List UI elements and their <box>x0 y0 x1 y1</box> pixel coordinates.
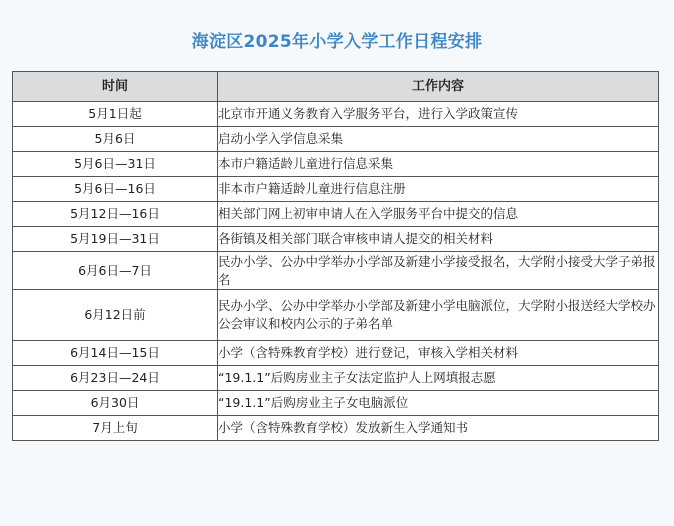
table-row <box>13 177 659 202</box>
table-row <box>13 152 659 177</box>
row-time: 6月23日—24日 <box>13 366 218 391</box>
page-title: 海淀区2025年小学入学工作日程安排 <box>191 32 483 52</box>
table-row <box>13 366 659 391</box>
row-time: 6月30日 <box>13 391 218 416</box>
table-row <box>13 391 659 416</box>
row-content: 本市户籍适龄儿童进行信息采集 <box>218 152 659 177</box>
table-row <box>13 227 659 252</box>
row-content: “19.1.1”后购房业主子女电脑派位 <box>218 391 659 416</box>
table-row <box>13 341 659 366</box>
schedule-table <box>12 71 659 441</box>
row-time: 5月6日—31日 <box>13 152 218 177</box>
row-content: 北京市开通义务教育入学服务平台，进行入学政策宣传 <box>218 102 659 127</box>
header-time: 时间 <box>13 72 218 102</box>
row-time: 5月6日—16日 <box>13 177 218 202</box>
row-time: 5月6日 <box>13 127 218 152</box>
row-time: 5月12日—16日 <box>13 202 218 227</box>
table-row <box>13 290 659 341</box>
row-content: 各街镇及相关部门联合审核申请人提交的相关材料 <box>218 227 659 252</box>
row-content: 民办小学、公办中学举办小学部及新建小学接受报名，大学附小接受大学子弟报名 <box>218 252 659 290</box>
table-row <box>13 202 659 227</box>
row-content: 启动小学入学信息采集 <box>218 127 659 152</box>
row-content: 小学（含特殊教育学校）发放新生入学通知书 <box>218 416 659 441</box>
header-content: 工作内容 <box>218 72 659 102</box>
table-row <box>13 102 659 127</box>
table-header-row <box>13 72 659 102</box>
row-time: 7月上旬 <box>13 416 218 441</box>
table-row <box>13 416 659 441</box>
table-row <box>13 127 659 152</box>
table-row <box>13 252 659 290</box>
row-content: 民办小学、公办中学举办小学部及新建小学电脑派位，大学附小报送经大学校办公会审议和校内公示的子弟名单 <box>218 290 659 341</box>
row-content: 非本市户籍适龄儿童进行信息注册 <box>218 177 659 202</box>
row-time: 6月12日前 <box>13 290 218 341</box>
row-time: 5月19日—31日 <box>13 227 218 252</box>
row-time: 5月1日起 <box>13 102 218 127</box>
row-content: 相关部门网上初审申请人在入学服务平台中提交的信息 <box>218 202 659 227</box>
row-content: “19.1.1”后购房业主子女法定监护人上网填报志愿 <box>218 366 659 391</box>
row-content: 小学（含特殊教育学校）进行登记，审核入学相关材料 <box>218 341 659 366</box>
row-time: 6月14日—15日 <box>13 341 218 366</box>
row-time: 6月6日—7日 <box>13 252 218 290</box>
